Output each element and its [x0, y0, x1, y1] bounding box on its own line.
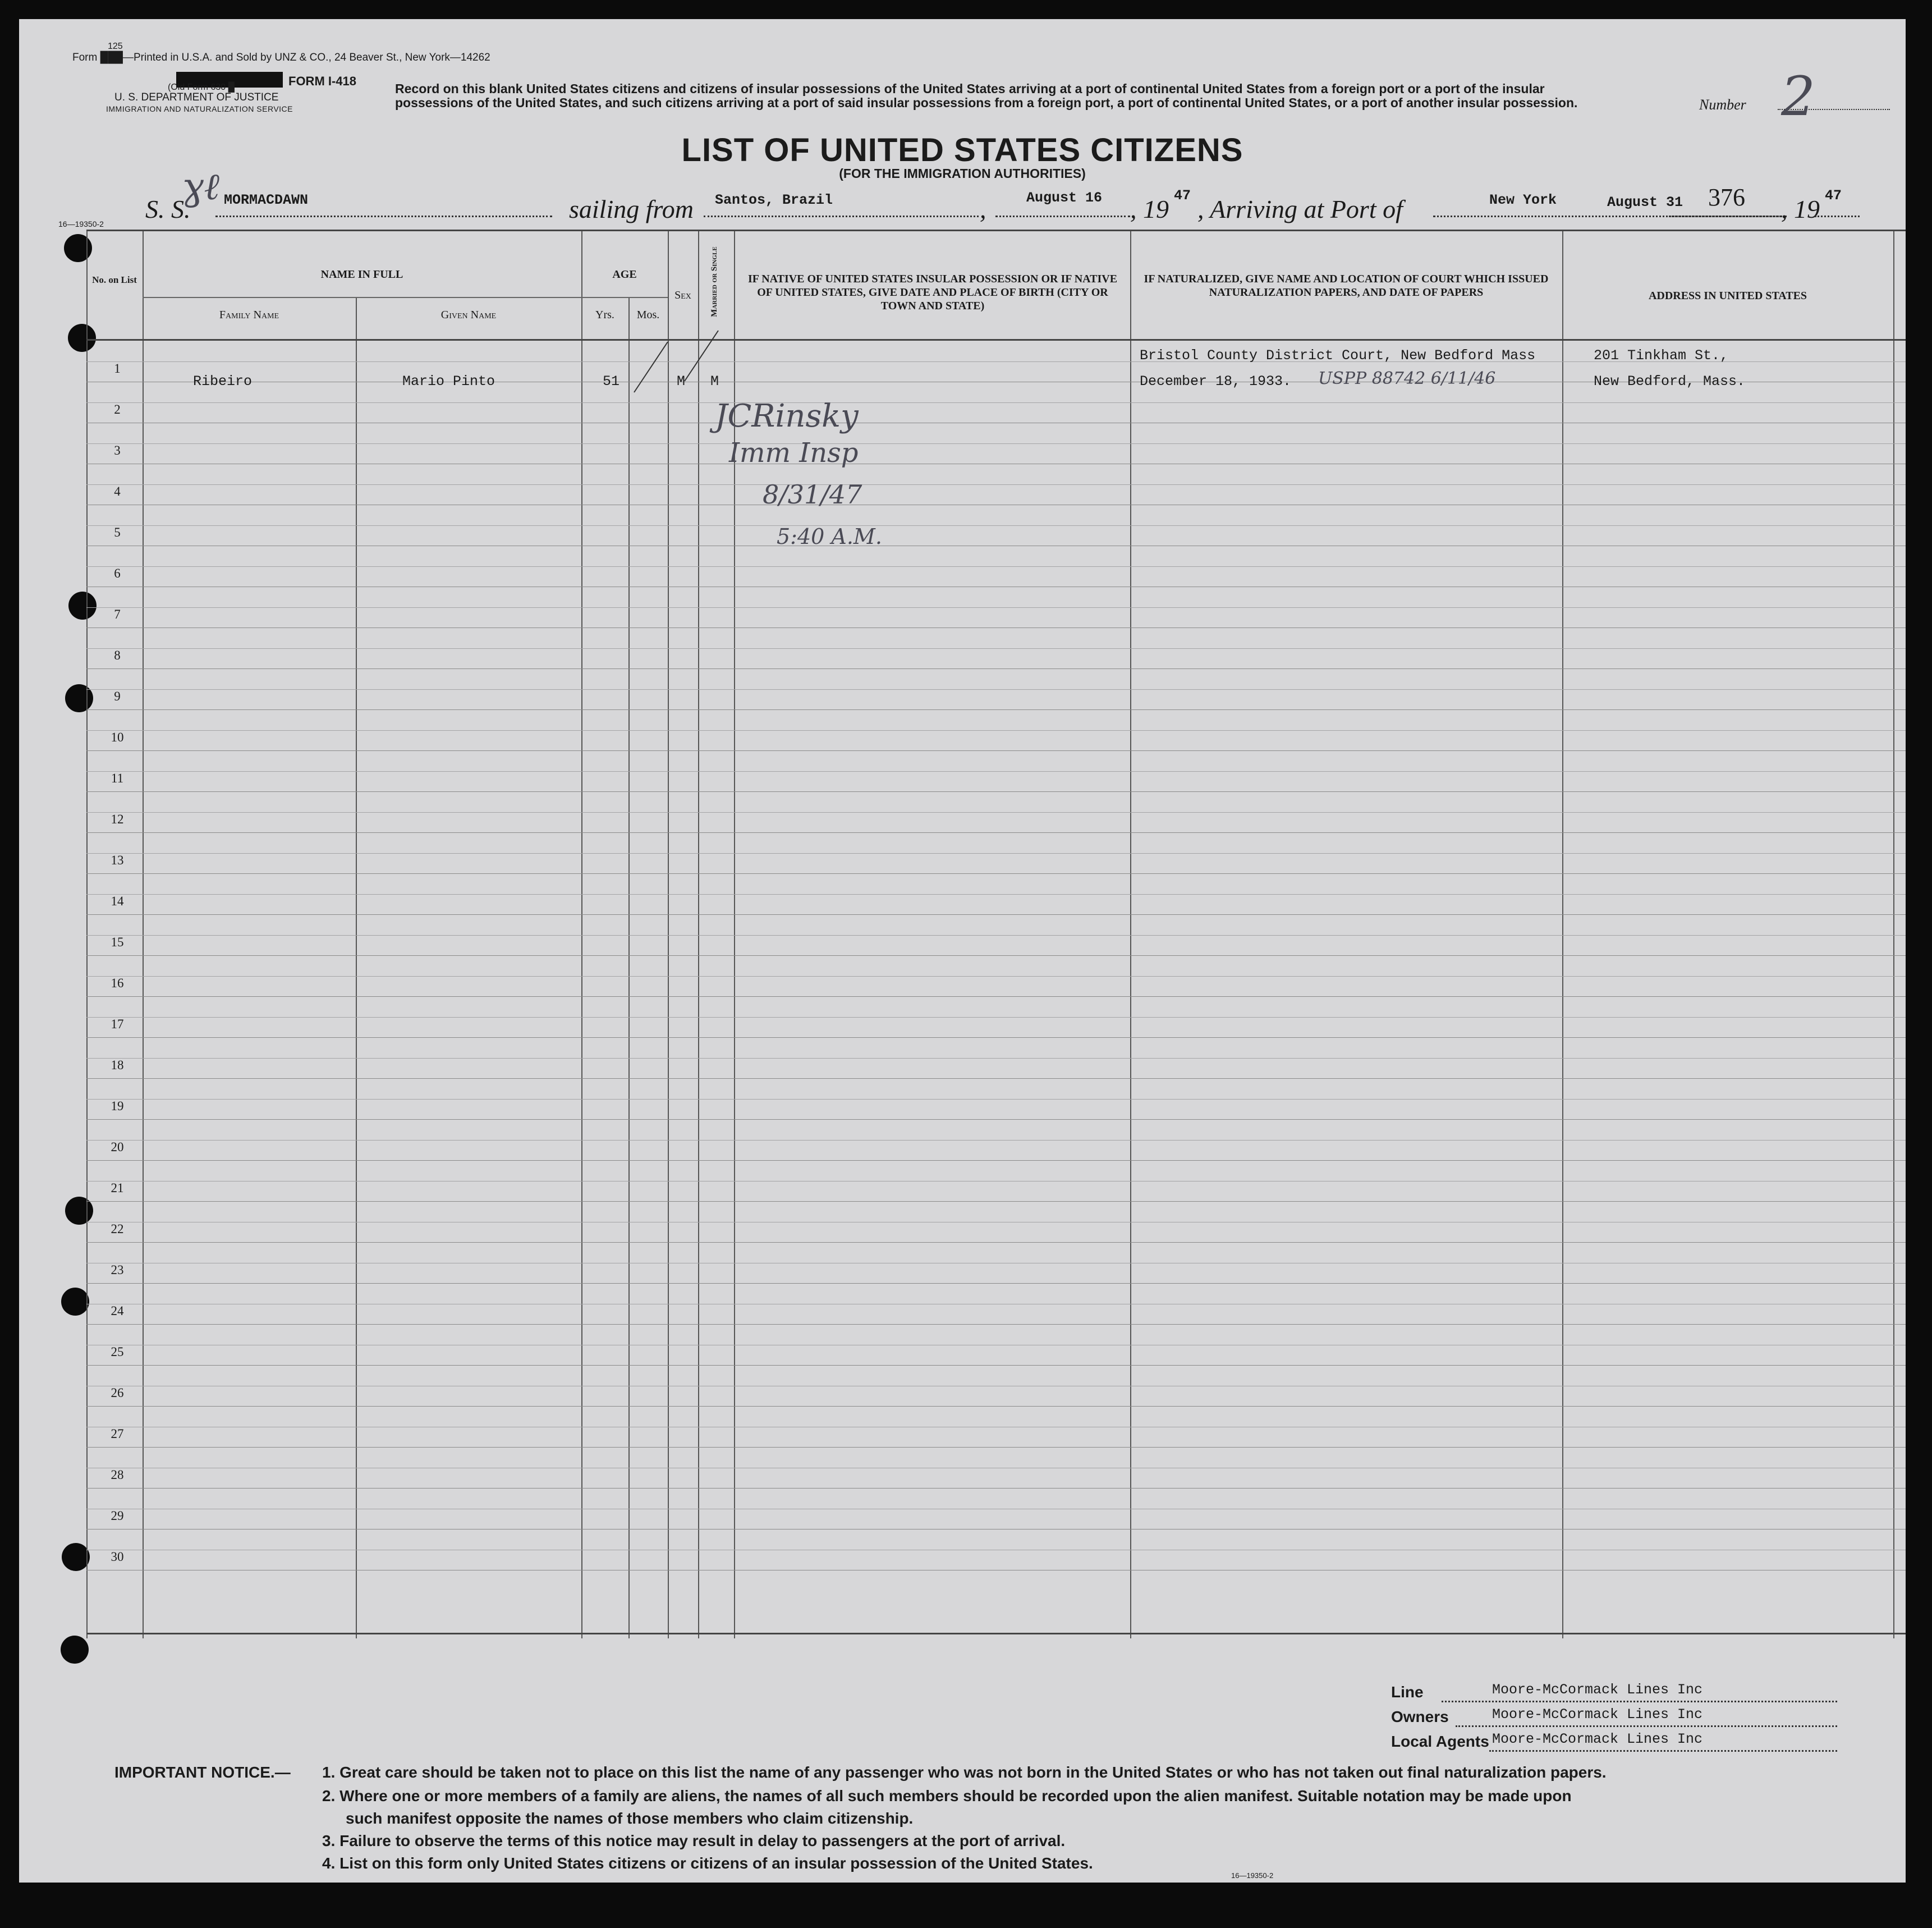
owners-value: Moore-McCormack Lines Inc [1492, 1706, 1703, 1723]
ship-name: MORMACDAWN [224, 192, 309, 208]
printer-line: Form ███—Printed in U.S.A. and Sold by UNZ & CO., 24 Beaver St., New York—14262 [72, 52, 490, 63]
ship-blank [215, 216, 552, 217]
agents-label: Local Agents [1391, 1733, 1489, 1750]
row-number: 11 [111, 771, 124, 785]
stamp-number: 376 [1708, 184, 1745, 211]
col-rule [698, 230, 699, 1638]
comma: , [980, 195, 986, 223]
row-rule [86, 668, 1906, 669]
row-number: 28 [111, 1468, 124, 1482]
header-yrs: Yrs. [595, 309, 614, 321]
row-number: 3 [114, 443, 121, 457]
family-name: Ribeiro [193, 373, 253, 390]
naturalized-date: December 18, 1933. [1140, 373, 1292, 390]
handwritten-mark: ɣℓ [182, 165, 220, 208]
naturalization-certificate: USPP 88742 6/11/46 [1318, 369, 1496, 388]
row-subrule [86, 894, 1906, 895]
row-number: 8 [114, 648, 121, 662]
header-married-or-single: Married or Single [710, 246, 719, 317]
arrival-date-blank [1669, 216, 1781, 217]
header-no-on-list: No. on List [92, 274, 137, 285]
row-number: 2 [114, 402, 121, 416]
age-years: 51 [603, 373, 620, 390]
row-number: 9 [114, 689, 121, 703]
row-subrule [86, 935, 1906, 936]
header-given-name: Given Name [440, 309, 497, 321]
row-number: 25 [111, 1345, 124, 1359]
row-rule [86, 1119, 1906, 1120]
row-subrule [86, 607, 1906, 608]
row-subrule [86, 1140, 1906, 1141]
department-name: U. S. DEPARTMENT OF JUSTICE [114, 91, 279, 103]
arrival-year-blank [1815, 216, 1860, 217]
form-code-ref: 16—19350-2 [58, 219, 104, 228]
row-rule [86, 873, 1906, 874]
agents-blank [1489, 1750, 1837, 1752]
table-top-rule [86, 230, 1906, 231]
row-rule [86, 1037, 1906, 1038]
sailing-from-label: sailing from [569, 195, 694, 223]
header-name-in-full: NAME IN FULL [320, 268, 403, 281]
row-number: 19 [111, 1099, 124, 1113]
row-number: 6 [114, 566, 121, 580]
line-label: Line [1391, 1683, 1424, 1701]
ss-label: S. S. [145, 195, 191, 223]
address-street: 201 Tinkham St., [1594, 347, 1729, 364]
row-rule [86, 1324, 1906, 1325]
row-rule [86, 1488, 1906, 1489]
row-number: 27 [111, 1427, 124, 1441]
citizen-table [86, 230, 1906, 1638]
sailing-year: 47 [1174, 187, 1191, 204]
arriving-label: , Arriving at Port of [1197, 195, 1403, 223]
row-number: 23 [111, 1263, 124, 1277]
notice-item-2-cont: such manifest opposite the names of those members who claim citizenship. [346, 1810, 914, 1827]
inspection-date: 8/31/47 [763, 479, 862, 510]
row-number: 16 [111, 976, 124, 990]
row-number: 21 [111, 1181, 124, 1195]
row-number: 14 [111, 894, 124, 908]
row-subrule [86, 484, 1906, 485]
row-number: 24 [111, 1304, 124, 1318]
marital-value: M [710, 373, 719, 390]
col-rule [581, 230, 582, 1638]
service-name: IMMIGRATION AND NATURALIZATION SERVICE [106, 104, 293, 113]
row-subrule [86, 402, 1906, 403]
header-bottom-rule [86, 339, 1906, 341]
notice-item-1: 1. Great care should be taken not to place on this list the name of any passenger who was not born in the United States or who has not taken out final naturalization papers. [322, 1764, 1607, 1781]
row-rule [86, 1365, 1906, 1366]
number-label: Number [1699, 97, 1746, 113]
row-rule [86, 1283, 1906, 1284]
sailing-date: August 16 [1026, 190, 1103, 206]
line-blank [1442, 1701, 1837, 1702]
row-rule [86, 832, 1906, 833]
col-rule [628, 297, 630, 1638]
citizen-list-form [19, 19, 1906, 1883]
punch-hole [61, 1636, 89, 1664]
row-number: 1 [114, 361, 121, 375]
row-subrule [86, 689, 1906, 690]
row-rule [86, 1078, 1906, 1079]
row-number: 18 [111, 1058, 124, 1072]
row-number: 17 [111, 1017, 124, 1031]
form-id: FORM I-418 [288, 74, 357, 88]
row-subrule [86, 853, 1906, 854]
row-rule [86, 750, 1906, 751]
row-number: 20 [111, 1140, 124, 1154]
row-number: 22 [111, 1222, 124, 1236]
row-subrule [86, 566, 1906, 567]
page-title: LIST OF UNITED STATES CITIZENS [681, 132, 1243, 168]
row-rule [86, 955, 1906, 956]
row-rule [86, 914, 1906, 915]
row-subrule [86, 648, 1906, 649]
form-code-ref-bottom: 16—19350-2 [1231, 1871, 1274, 1880]
address-city: New Bedford, Mass. [1594, 373, 1746, 390]
row-rule [86, 1406, 1906, 1407]
sex-value: M [677, 373, 686, 390]
row-subrule [86, 1099, 1906, 1100]
table-bottom-rule [86, 1633, 1906, 1634]
row-subrule [86, 976, 1906, 977]
old-form-note: (Old Form 630 █ [168, 83, 235, 92]
arrival-year-prefix: , 19 [1781, 195, 1820, 223]
inspector-title: Imm Insp [729, 437, 859, 469]
row-rule [86, 1242, 1906, 1243]
sailing-from-port: Santos, Brazil [715, 192, 833, 208]
col-rule [668, 230, 669, 1638]
punch-hole [62, 1543, 90, 1571]
col-rule [1130, 230, 1131, 1638]
row-rule [86, 1201, 1906, 1202]
header-age: AGE [612, 268, 637, 281]
row-number: 15 [111, 935, 124, 949]
printer-number: 125 [108, 42, 123, 51]
inspector-signature: JCRinsky [715, 398, 859, 434]
col-rule [356, 297, 357, 1638]
notice-item-2: 2. Where one or more members of a family are aliens, the names of all such members should be recorded upon the alien manifest. Suitable notation may be made upon [322, 1787, 1572, 1805]
row-number: 7 [114, 607, 121, 621]
col-rule [1893, 230, 1894, 1638]
form-instructions: Record on this blank United States citizens and citizens of insular possessions of the United States arriving at a port of continental United States from a foreign port or a port of the insular possessions of the United States, and such citizens arriving at a port of said insular possessions from a foreign port, a port of continental United States, or a port of another insular possession. [395, 81, 1578, 110]
row-rule [86, 996, 1906, 997]
row-subrule [86, 1058, 1906, 1059]
row-number: 5 [114, 525, 121, 539]
row-number: 10 [111, 730, 124, 744]
agents-value: Moore-McCormack Lines Inc [1492, 1731, 1703, 1747]
header-native: IF NATIVE OF UNITED STATES INSULAR POSSESSION OR IF NATIVE OF UNITED STATES, GIVE DATE AND PLACE OF BIRTH (CITY OR TOWN AND STATE) [747, 273, 1118, 312]
header-address: ADDRESS IN UNITED STATES [1648, 290, 1807, 302]
header-sex: Sex [674, 289, 691, 301]
sailing-from-blank [704, 216, 979, 217]
punch-hole [61, 1288, 89, 1316]
owners-label: Owners [1391, 1708, 1449, 1725]
arrival-date: August 31 [1607, 194, 1683, 210]
inspection-time: 5:40 A.M. [777, 524, 882, 549]
row-rule [86, 791, 1906, 792]
row-rule [86, 1160, 1906, 1161]
row-number: 30 [111, 1550, 124, 1564]
owners-blank [1456, 1725, 1837, 1727]
page-subtitle: (FOR THE IMMIGRATION AUTHORITIES) [839, 166, 1086, 181]
row-subrule [86, 1017, 1906, 1018]
ditto-stroke [634, 342, 668, 392]
line-value: Moore-McCormack Lines Inc [1492, 1682, 1703, 1698]
row-subrule [86, 443, 1906, 444]
row-rule [86, 709, 1906, 710]
given-name: Mario Pinto [402, 373, 495, 390]
col-rule [1562, 230, 1563, 1638]
naturalized-court: Bristol County District Court, New Bedford Mass [1140, 347, 1536, 364]
row-subrule [86, 525, 1906, 526]
row-number: 13 [111, 853, 124, 867]
header-family-name: Family Name [219, 309, 279, 321]
header-naturalized: IF NATURALIZED, GIVE NAME AND LOCATION OF COURT WHICH ISSUED NATURALIZATION PAPERS, AND DATE OF PAPERS [1144, 273, 1549, 299]
sailing-year-prefix: , 19 [1130, 195, 1169, 223]
list-number: 2 [1781, 65, 1816, 128]
row-subrule [86, 771, 1906, 772]
row-subrule [86, 730, 1906, 731]
arrival-port: New York [1489, 192, 1557, 208]
notice-item-4: 4. List on this form only United States citizens or citizens of an insular possession of the United States. [322, 1854, 1093, 1872]
row-rule [86, 1447, 1906, 1448]
row-number: 29 [111, 1509, 124, 1523]
arrival-year: 47 [1825, 187, 1842, 204]
row-number: 12 [111, 812, 124, 826]
notice-heading: IMPORTANT NOTICE.— [114, 1764, 291, 1781]
row-number: 4 [114, 484, 121, 498]
sailing-date-blank [995, 216, 1130, 217]
notice-item-3: 3. Failure to observe the terms of this notice may result in delay to passengers at the port of arrival. [322, 1832, 1066, 1849]
row-number: 26 [111, 1386, 124, 1400]
header-mos: Mos. [636, 309, 660, 321]
row-subrule [86, 812, 1906, 813]
subheader-rule [143, 297, 668, 298]
